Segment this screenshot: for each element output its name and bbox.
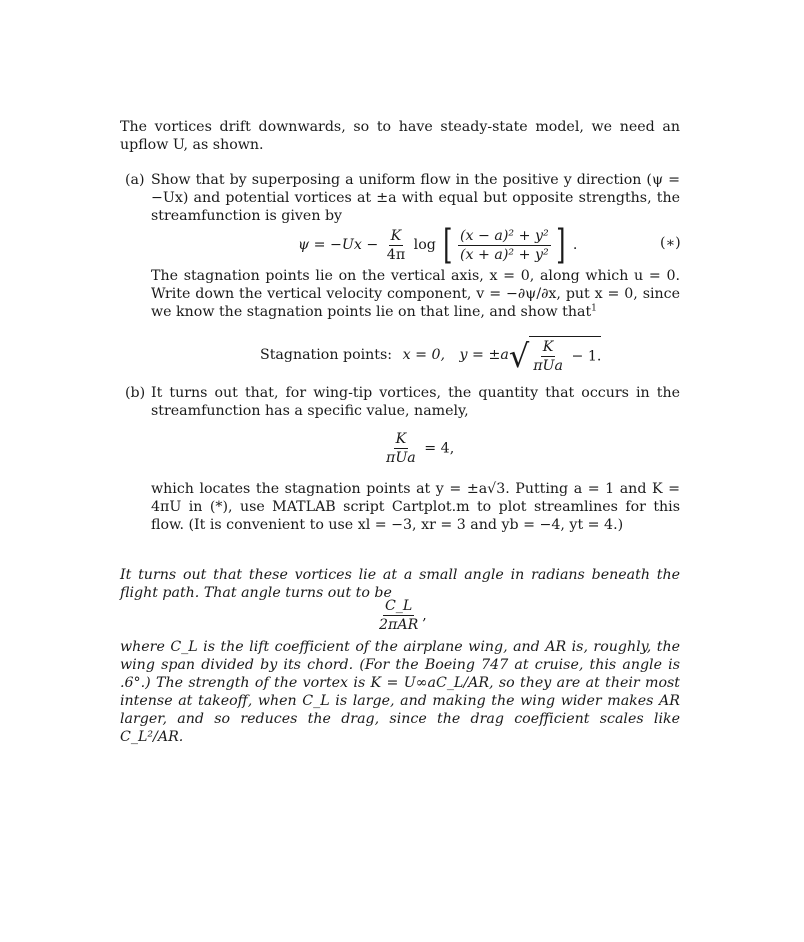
- stagnation-numerator: K: [542, 339, 554, 355]
- coefficient-numerator: K: [390, 227, 402, 244]
- stagnation-fraction: [531, 339, 565, 374]
- part-a-text-1: Show that by superposing a uniform flow in the positive y direction (ψ = −Ux) and potential vortices at ±a with equal but opposite strengths, the streamfunction is given by: [151, 172, 680, 224]
- stagnation-tail: − 1.: [571, 348, 602, 365]
- part-b: [125, 384, 680, 420]
- note-paragraph: [120, 566, 680, 602]
- part-b-text-1: It turns out that, for wing-tip vortices, the quantity that occurs in the streamfunction has a specific value, namely,: [151, 385, 680, 419]
- stagnation-equation: [260, 336, 601, 374]
- ratio-fraction: [384, 431, 418, 466]
- ratio-equation: [382, 431, 454, 466]
- angle-denominator: 2πAR: [379, 617, 419, 633]
- footnote-mark: 1: [591, 303, 597, 314]
- sqrt: [509, 336, 602, 374]
- right-bracket: ]: [555, 222, 566, 268]
- intro-text: The vortices drift downwards, so to have steady-state model, we need an upflow U, as shown.: [120, 119, 680, 153]
- stagnation-denominator: πUa: [533, 358, 563, 374]
- note-text-1: It turns out that these vortices lie at a small angle in radians beneath the flight path. That angle turns out to be: [120, 567, 680, 601]
- left-bracket: [: [443, 222, 453, 268]
- coefficient-denominator: 4π: [386, 246, 406, 263]
- equation-tail: .: [572, 237, 578, 253]
- part-a-label: (a): [125, 172, 145, 188]
- log-operator: log: [413, 237, 436, 253]
- log-argument-denominator: (x + a)² + y²: [459, 246, 549, 263]
- part-a-text-2: The stagnation points lie on the vertical axis, x = 0, along which u = 0. Write down the vertical velocity component, v = −∂ψ/∂x, put x = 0, since we know the stagnation points lie on that line, and show that: [151, 268, 680, 320]
- note-paragraph-2: [120, 638, 680, 746]
- part-a: [125, 171, 680, 225]
- coefficient-fraction: [385, 228, 407, 263]
- part-a-continued: [125, 267, 680, 321]
- part-b-label: (b): [125, 385, 146, 401]
- equation-number: (∗): [660, 235, 681, 251]
- ratio-denominator: πUa: [386, 450, 416, 466]
- angle-equation: [375, 598, 427, 633]
- stagnation-label: Stagnation points:: [260, 347, 393, 363]
- streamfunction-equation: [298, 222, 578, 268]
- part-b-text-2: which locates the stagnation points at y = ±a√3. Putting a = 1 and K = 4πU in (*), use MATLAB script Cartplot.m to plot streamlines for this flow. (It is convenient to use xl = −3, xr = 3 and yb = −4, yt = 4.): [151, 481, 680, 533]
- angle-numerator: C_L: [384, 598, 413, 614]
- ratio-rhs: = 4,: [424, 440, 455, 457]
- log-argument-fraction: [458, 228, 551, 263]
- angle-fraction: [377, 598, 420, 633]
- stagnation-x: x = 0,: [402, 347, 446, 363]
- equation-lhs: ψ = −Ux −: [298, 237, 379, 253]
- radicand: [529, 336, 601, 374]
- intro-paragraph: [120, 118, 680, 154]
- radical-sign: √: [508, 337, 530, 375]
- angle-tail: ,: [422, 607, 427, 624]
- stagnation-y: y = ±a: [459, 347, 509, 363]
- log-argument-numerator: (x − a)² + y²: [459, 227, 549, 244]
- part-b-continued: [125, 480, 680, 534]
- note-text-2: where C_L is the lift coefficient of the airplane wing, and AR is, roughly, the wing span divided by its chord. (For the Boeing 747 at cruise, this angle is .6°.) The strength of the vortex is K = U∞aC_L/AR, so they are at their most intense at takeoff, when C_L is large, and making the wing wider makes AR larger, and so reduces the drag, since the drag coefficient scales like C_L²/AR.: [120, 639, 680, 745]
- ratio-numerator: K: [395, 431, 407, 447]
